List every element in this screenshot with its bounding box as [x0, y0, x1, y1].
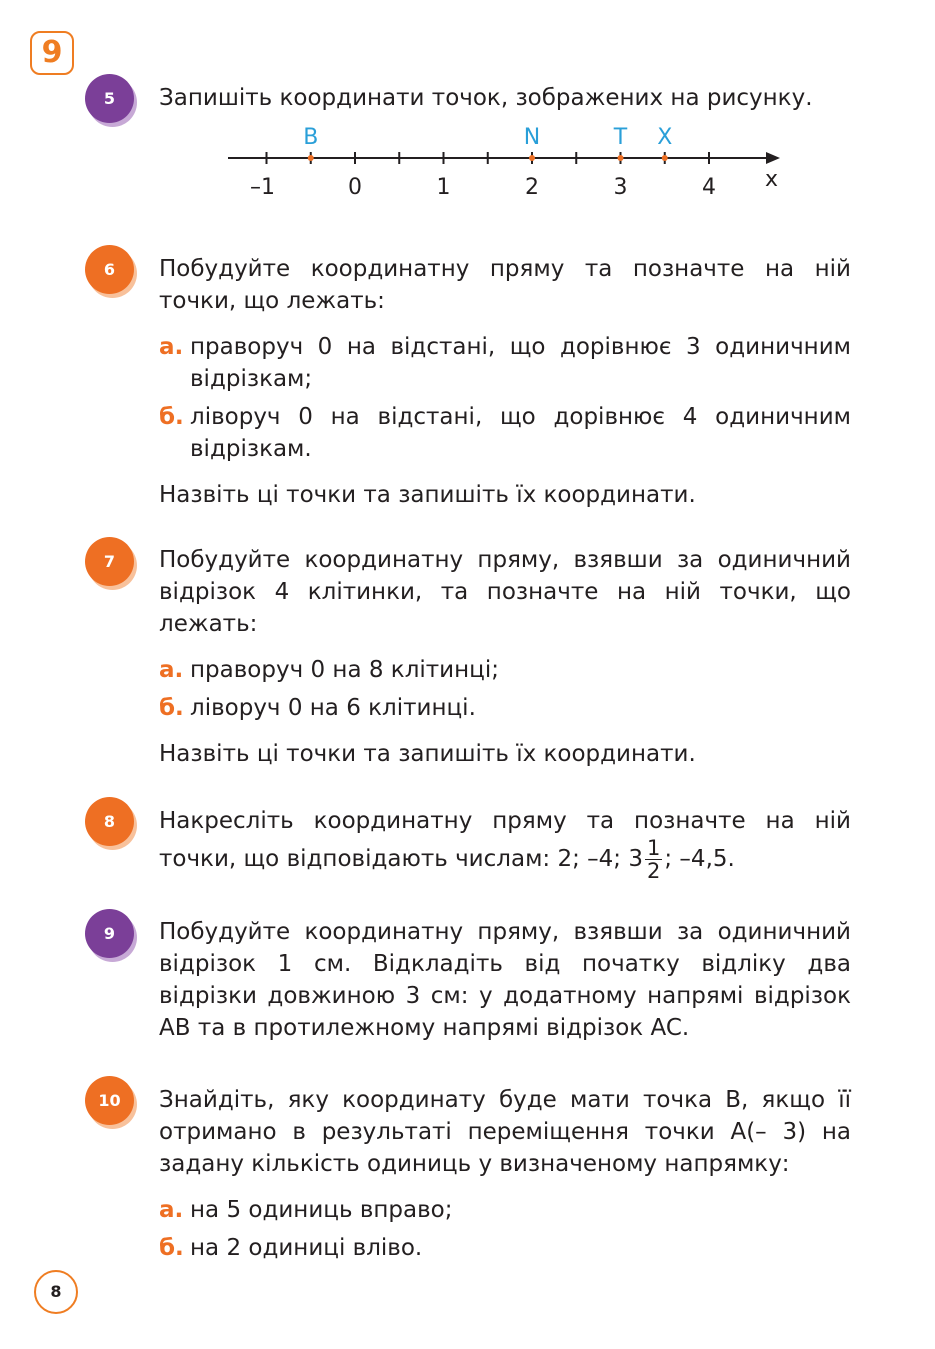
item-text: на 5 одиниць вправо; [190, 1197, 453, 1223]
task-10-item-a [159, 1194, 851, 1226]
point-label: N [523, 125, 541, 150]
tick-label: 4 [702, 175, 716, 200]
task-8-tail: ; –4,5. [664, 846, 735, 872]
tick-label: 2 [525, 175, 539, 200]
task-7-text: Побудуйте координатну пряму, взявши за одиничний відрізок 4 клітинки, та позначте на ній точки, що лежать: [159, 547, 851, 637]
fraction-numerator: 1 [647, 836, 661, 860]
task-5-text: Запишіть координати точок, зображених на рисунку. [159, 85, 813, 111]
item-mark: б. [159, 404, 184, 430]
point-marker [618, 155, 624, 161]
task-9-text: Побудуйте координатну пряму, взявши за одиничний відрізок 1 см. Відкладіть від початку відліку два відрізки довжиною 3 см: у додатному напрямі відрізок AB та в протилежному напрямі відрізок AC. [159, 919, 851, 1041]
task-number-9: 9 [85, 909, 134, 958]
page-number: 8 [34, 1270, 78, 1314]
task-7-item-b [159, 692, 851, 724]
axis-label-x: x [765, 167, 779, 192]
task-10-item-b [159, 1232, 851, 1264]
item-mark: б. [159, 695, 184, 721]
item-text: на 2 одиниці вліво. [190, 1235, 423, 1261]
tick-label: 3 [613, 175, 628, 200]
task-number-5: 5 [85, 74, 134, 123]
point-marker [529, 155, 535, 161]
item-text: ліворуч 0 на 6 клітинці. [190, 695, 476, 721]
tick-label: 0 [348, 175, 362, 200]
task-7-item-a [159, 654, 851, 686]
task-8-line: Накресліть координатну пряму та позначте на ній точки, що відповідають числам: 2; –4; 3 [159, 808, 851, 872]
axis-arrow-icon [766, 152, 780, 164]
point-marker [662, 155, 668, 161]
item-mark: а. [159, 657, 184, 683]
item-text: праворуч 0 на відстані, що дорівнює 3 одиничним відрізкам; [190, 334, 851, 392]
fraction [645, 837, 662, 882]
lesson-number-badge: 9 [30, 31, 74, 75]
point-label: T [613, 125, 628, 150]
tick-label: –1 [250, 175, 275, 200]
item-text: праворуч 0 на 8 клітинці; [190, 657, 499, 683]
point-label: X [657, 125, 673, 150]
task-8-text [159, 805, 851, 882]
item-mark: а. [159, 334, 184, 360]
item-text: ліворуч 0 на відстані, що дорівнює 4 одиничним відрізкам. [190, 404, 851, 462]
number-line [220, 118, 800, 208]
fraction-denominator: 2 [647, 859, 661, 883]
task-6-item-b [159, 401, 851, 465]
item-mark: б. [159, 1235, 184, 1261]
task-10-text: Знайдіть, яку координату буде мати точка B, якщо її отримано в результаті переміщення точки A(– 3) на задану кількість одиниць у визначеному напрямку: [159, 1087, 851, 1177]
point-marker [308, 155, 314, 161]
task-number-8: 8 [85, 797, 134, 846]
task-6-text: Побудуйте координатну пряму та позначте на ній точки, що лежать: [159, 256, 851, 314]
task-number-10: 10 [85, 1076, 134, 1125]
task-number-7: 7 [85, 537, 134, 586]
task-number-6: 6 [85, 245, 134, 294]
task-6-item-a [159, 331, 851, 395]
point-label: B [303, 125, 319, 150]
task-6-footer: Назвіть ці точки та запишіть їх координати. [159, 482, 696, 508]
task-7-footer: Назвіть ці точки та запишіть їх координати. [159, 741, 696, 767]
item-mark: а. [159, 1197, 184, 1223]
tick-label: 1 [436, 175, 451, 200]
